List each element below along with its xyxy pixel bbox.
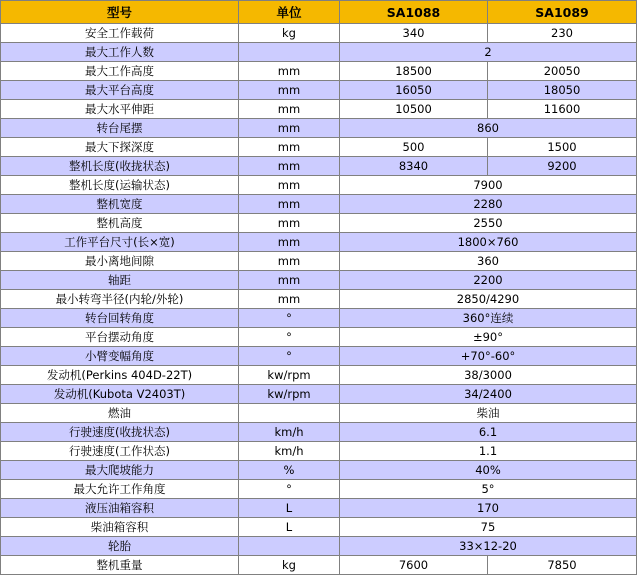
table-row (1, 214, 637, 233)
param-cell: 行驶速度(收拢状态) (1, 423, 239, 442)
value-cell-sa1088: 500 (340, 138, 488, 157)
value-cell-sa1089: 230 (488, 24, 637, 43)
param-cell: 转台回转角度 (1, 309, 239, 328)
table-row (1, 537, 637, 556)
table-row (1, 138, 637, 157)
header-model: 型号 (1, 1, 239, 24)
spec-body (1, 24, 637, 575)
unit-cell: km/h (239, 442, 340, 461)
param-cell: 整机高度 (1, 214, 239, 233)
table-row (1, 271, 637, 290)
table-row (1, 157, 637, 176)
unit-cell: kw/rpm (239, 385, 340, 404)
value-cell-shared: 5° (340, 480, 637, 499)
table-row (1, 423, 637, 442)
value-cell-sa1089: 11600 (488, 100, 637, 119)
table-row (1, 328, 637, 347)
param-cell: 发动机(Kubota V2403T) (1, 385, 239, 404)
table-row (1, 176, 637, 195)
param-cell: 燃油 (1, 404, 239, 423)
value-cell-shared: 2 (340, 43, 637, 62)
unit-cell: kw/rpm (239, 366, 340, 385)
param-cell: 最大工作高度 (1, 62, 239, 81)
header-unit: 单位 (239, 1, 340, 24)
param-cell: 整机重量 (1, 556, 239, 575)
unit-cell: mm (239, 290, 340, 309)
unit-cell: mm (239, 176, 340, 195)
value-cell-shared: 33×12-20 (340, 537, 637, 556)
unit-cell: mm (239, 252, 340, 271)
value-cell-shared: 360 (340, 252, 637, 271)
unit-cell: mm (239, 119, 340, 138)
table-row (1, 119, 637, 138)
unit-cell: ° (239, 480, 340, 499)
table-row (1, 366, 637, 385)
param-cell: 整机长度(运输状态) (1, 176, 239, 195)
unit-cell: L (239, 499, 340, 518)
unit-cell: mm (239, 81, 340, 100)
value-cell-sa1088: 18500 (340, 62, 488, 81)
value-cell-sa1089: 20050 (488, 62, 637, 81)
header-sa1088: SA1088 (340, 1, 488, 24)
value-cell-shared: 1800×760 (340, 233, 637, 252)
table-row (1, 347, 637, 366)
param-cell: 轴距 (1, 271, 239, 290)
table-row (1, 252, 637, 271)
unit-cell: ° (239, 309, 340, 328)
table-row (1, 62, 637, 81)
param-cell: 发动机(Perkins 404D-22T) (1, 366, 239, 385)
unit-cell: mm (239, 233, 340, 252)
value-cell-sa1088: 16050 (340, 81, 488, 100)
param-cell: 最大爬坡能力 (1, 461, 239, 480)
param-cell: 工作平台尺寸(长×宽) (1, 233, 239, 252)
unit-cell: kg (239, 556, 340, 575)
header-sa1089: SA1089 (488, 1, 637, 24)
value-cell-shared: 2550 (340, 214, 637, 233)
value-cell-shared: 2200 (340, 271, 637, 290)
value-cell-shared: 360°连续 (340, 309, 637, 328)
param-cell: 最大平台高度 (1, 81, 239, 100)
table-row (1, 404, 637, 423)
value-cell-sa1088: 340 (340, 24, 488, 43)
unit-cell: mm (239, 195, 340, 214)
unit-cell: kg (239, 24, 340, 43)
value-cell-shared: 34/2400 (340, 385, 637, 404)
param-cell: 液压油箱容积 (1, 499, 239, 518)
unit-cell: mm (239, 138, 340, 157)
table-row (1, 518, 637, 537)
header-row (1, 1, 637, 24)
unit-cell (239, 404, 340, 423)
param-cell: 柴油箱容积 (1, 518, 239, 537)
param-cell: 最大水平伸距 (1, 100, 239, 119)
table-row (1, 385, 637, 404)
value-cell-shared: +70°-60° (340, 347, 637, 366)
param-cell: 最小离地间隙 (1, 252, 239, 271)
table-row (1, 442, 637, 461)
param-cell: 最小转弯半径(内轮/外轮) (1, 290, 239, 309)
unit-cell: km/h (239, 423, 340, 442)
table-row (1, 461, 637, 480)
param-cell: 最大工作人数 (1, 43, 239, 62)
value-cell-shared: 40% (340, 461, 637, 480)
param-cell: 整机宽度 (1, 195, 239, 214)
value-cell-shared: 1.1 (340, 442, 637, 461)
value-cell-sa1088: 10500 (340, 100, 488, 119)
value-cell-shared: 7900 (340, 176, 637, 195)
table-row (1, 24, 637, 43)
unit-cell: mm (239, 157, 340, 176)
value-cell-shared: 860 (340, 119, 637, 138)
value-cell-shared: 6.1 (340, 423, 637, 442)
table-row (1, 233, 637, 252)
table-row (1, 309, 637, 328)
param-cell: 行驶速度(工作状态) (1, 442, 239, 461)
value-cell-shared: 柴油 (340, 404, 637, 423)
param-cell: 轮胎 (1, 537, 239, 556)
table-row (1, 290, 637, 309)
value-cell-sa1089: 1500 (488, 138, 637, 157)
value-cell-shared: 2850/4290 (340, 290, 637, 309)
param-cell: 平台摆动角度 (1, 328, 239, 347)
param-cell: 转台尾摆 (1, 119, 239, 138)
unit-cell: ° (239, 328, 340, 347)
unit-cell: mm (239, 271, 340, 290)
param-cell: 最大下探深度 (1, 138, 239, 157)
value-cell-shared: 75 (340, 518, 637, 537)
unit-cell (239, 537, 340, 556)
value-cell-shared: 2280 (340, 195, 637, 214)
value-cell-sa1089: 18050 (488, 81, 637, 100)
unit-cell: mm (239, 214, 340, 233)
param-cell: 整机长度(收拢状态) (1, 157, 239, 176)
value-cell-shared: 170 (340, 499, 637, 518)
value-cell-sa1089: 9200 (488, 157, 637, 176)
value-cell-shared: ±90° (340, 328, 637, 347)
unit-cell: ° (239, 347, 340, 366)
value-cell-sa1088: 8340 (340, 157, 488, 176)
value-cell-sa1088: 7600 (340, 556, 488, 575)
value-cell-shared: 38/3000 (340, 366, 637, 385)
table-row (1, 195, 637, 214)
param-cell: 安全工作载荷 (1, 24, 239, 43)
table-row (1, 100, 637, 119)
param-cell: 最大允许工作角度 (1, 480, 239, 499)
unit-cell (239, 43, 340, 62)
table-row (1, 499, 637, 518)
table-row (1, 556, 637, 575)
unit-cell: L (239, 518, 340, 537)
unit-cell: mm (239, 100, 340, 119)
unit-cell: mm (239, 62, 340, 81)
value-cell-sa1089: 7850 (488, 556, 637, 575)
table-row (1, 81, 637, 100)
unit-cell: % (239, 461, 340, 480)
table-row (1, 480, 637, 499)
param-cell: 小臂变幅角度 (1, 347, 239, 366)
table-row (1, 43, 637, 62)
